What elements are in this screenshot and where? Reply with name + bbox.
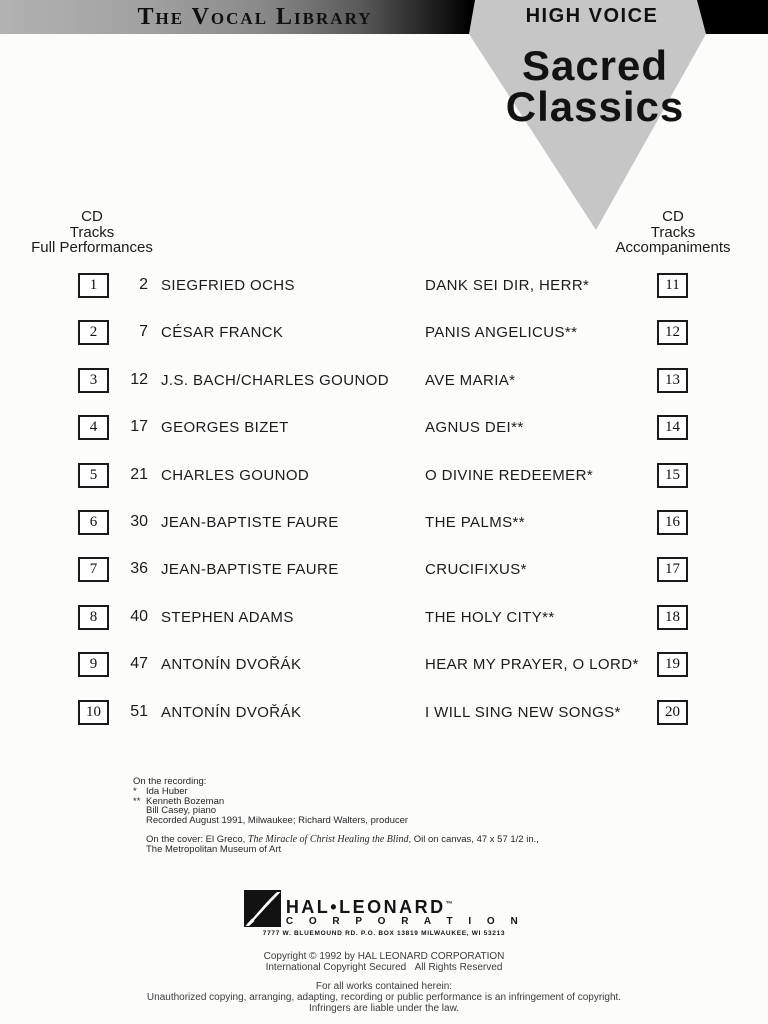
page-number: 17 (130, 418, 148, 436)
legal-line3: Infringers are liable under the law. (308, 1003, 460, 1014)
song-title: THE PALMS** (425, 513, 525, 531)
footnote-marker: ** (133, 795, 141, 807)
footnote-marker: * (133, 785, 137, 797)
accompaniment-track-number-box: 16 (657, 510, 688, 535)
footnote-text: Ida Huber (146, 785, 188, 797)
track-row (0, 262, 768, 309)
publisher-address: 7777 W. BLUEMOUND RD. P.O. BOX 13819 MILWAUKEE, WI 53213 (262, 930, 506, 937)
page-number: 47 (130, 655, 148, 673)
accompaniments-column-header (603, 209, 743, 256)
song-title: THE HOLY CITY** (425, 608, 555, 626)
performance-track-number-box: 2 (78, 320, 109, 345)
cover-note-line2: The Metropolitan Museum of Art (146, 843, 282, 855)
performance-track-number-box: 9 (78, 652, 109, 677)
song-title: AVE MARIA* (425, 371, 516, 389)
composer-name: SIEGFRIED OCHS (161, 277, 295, 294)
track-row (0, 499, 768, 546)
accompaniment-track-number-box: 17 (657, 557, 688, 582)
track-row (0, 357, 768, 404)
performance-track-number-box: 4 (78, 415, 109, 440)
accompaniment-track-number-box: 19 (657, 652, 688, 677)
notes-heading: On the recording: (133, 776, 207, 787)
footnote-text: Recorded August 1991, Milwaukee; Richard Walters, producer (146, 815, 409, 827)
copyright-block (0, 951, 768, 1014)
page-number: 40 (130, 607, 148, 625)
hal-leonard-logo-icon (244, 890, 281, 927)
composer-name: J.S. BACH/CHARLES GOUNOD (161, 371, 389, 389)
track-row (0, 641, 768, 688)
song-title: AGNUS DEI** (425, 419, 524, 437)
track-row (0, 594, 768, 641)
legal-line2: Unauthorized copying, arranging, adapting, recording or public performance is an infringement of copyright. (146, 992, 622, 1003)
track-row (0, 309, 768, 356)
accompaniment-track-number-box: 11 (657, 273, 688, 298)
header-line: CD (81, 208, 103, 225)
performance-track-number-box: 1 (78, 273, 109, 298)
copyright-line2: International Copyright Secured All Rights Reserved (265, 962, 503, 973)
accompaniment-track-number-box: 18 (657, 605, 688, 630)
accompaniment-track-number-box: 14 (657, 415, 688, 440)
copyright-line1: Copyright © 1992 by HAL LEONARD CORPORATION (263, 951, 505, 962)
track-row (0, 689, 768, 736)
accompaniment-track-number-box: 13 (657, 368, 688, 393)
header-line: Tracks (650, 223, 696, 241)
track-row (0, 546, 768, 593)
page-number: 7 (139, 323, 148, 341)
publisher-name: HAL•LEONARD™ (285, 897, 453, 917)
performance-track-number-box: 8 (78, 605, 109, 630)
song-title: I WILL SING NEW SONGS* (425, 703, 621, 721)
track-list (0, 262, 768, 736)
page-number: 21 (130, 465, 148, 483)
accompaniment-track-number-box: 20 (657, 700, 688, 725)
page-number: 2 (139, 276, 148, 293)
page-number: 30 (130, 512, 148, 530)
footnote-marker (133, 806, 146, 816)
header-line: CD (662, 208, 684, 225)
footnote-text: Bill Casey, piano (146, 805, 217, 817)
full-performances-column-header (18, 209, 166, 256)
note-item (133, 816, 613, 826)
song-title: HEAR MY PRAYER, O LORD* (425, 656, 639, 674)
performance-track-number-box: 5 (78, 463, 109, 488)
recording-notes (133, 777, 613, 855)
composer-name: JEAN-BAPTISTE FAURE (161, 561, 339, 579)
cover-note-suffix: , Oil on canvas, 47 x 57 1/2 in., (408, 833, 539, 845)
song-title: DANK SEI DIR, HERR* (425, 277, 590, 294)
header-line: Accompaniments (615, 239, 731, 256)
publisher-subname: C O R P O R A T I O N (285, 916, 525, 927)
accompaniment-track-number-box: 15 (657, 463, 688, 488)
painting-title: The Miracle of Christ Healing the Blind (247, 833, 409, 845)
header-line: Full Performances (31, 239, 153, 256)
cover-note-prefix: On the cover: El Greco, (146, 833, 248, 845)
publisher-name-lines (286, 890, 524, 927)
composer-name: CÉSAR FRANCK (161, 324, 284, 342)
track-row (0, 452, 768, 499)
composer-name: ANTONÍN DVOŘÁK (161, 703, 302, 721)
book-title-line2: Classics (505, 83, 685, 130)
publisher-logo-row (0, 890, 768, 927)
page-number: 12 (130, 370, 148, 388)
performance-track-number-box: 7 (78, 557, 109, 582)
accompaniment-track-number-box: 12 (657, 320, 688, 345)
legal-notice (0, 981, 768, 1014)
legal-line1: For all works contained herein: (315, 981, 453, 992)
song-title: PANIS ANGELICUS** (425, 324, 578, 342)
book-title (450, 42, 740, 130)
performance-track-number-box: 10 (78, 700, 109, 725)
song-title: CRUCIFIXUS* (425, 561, 527, 579)
composer-name: CHARLES GOUNOD (161, 466, 310, 484)
composer-name: GEORGES BIZET (161, 419, 289, 437)
page-number: 36 (130, 560, 148, 578)
performance-track-number-box: 3 (78, 368, 109, 393)
notes-items (133, 787, 613, 826)
page-number: 51 (130, 702, 148, 720)
track-row (0, 404, 768, 451)
composer-name: JEAN-BAPTISTE FAURE (161, 513, 339, 531)
publisher-block (0, 890, 768, 937)
header-line: Tracks (69, 223, 115, 241)
performance-track-number-box: 6 (78, 510, 109, 535)
series-title: The Vocal Library (137, 4, 373, 30)
song-title: O DIVINE REDEEMER* (425, 466, 594, 484)
composer-name: ANTONÍN DVOŘÁK (161, 656, 302, 674)
voice-type-label: HIGH VOICE (525, 5, 659, 27)
book-title-line1: Sacred (521, 42, 669, 89)
footnote-marker (133, 816, 146, 826)
composer-name: STEPHEN ADAMS (161, 608, 294, 626)
trademark-symbol: ™ (445, 901, 453, 908)
footnote-text: Kenneth Bozeman (146, 795, 225, 807)
